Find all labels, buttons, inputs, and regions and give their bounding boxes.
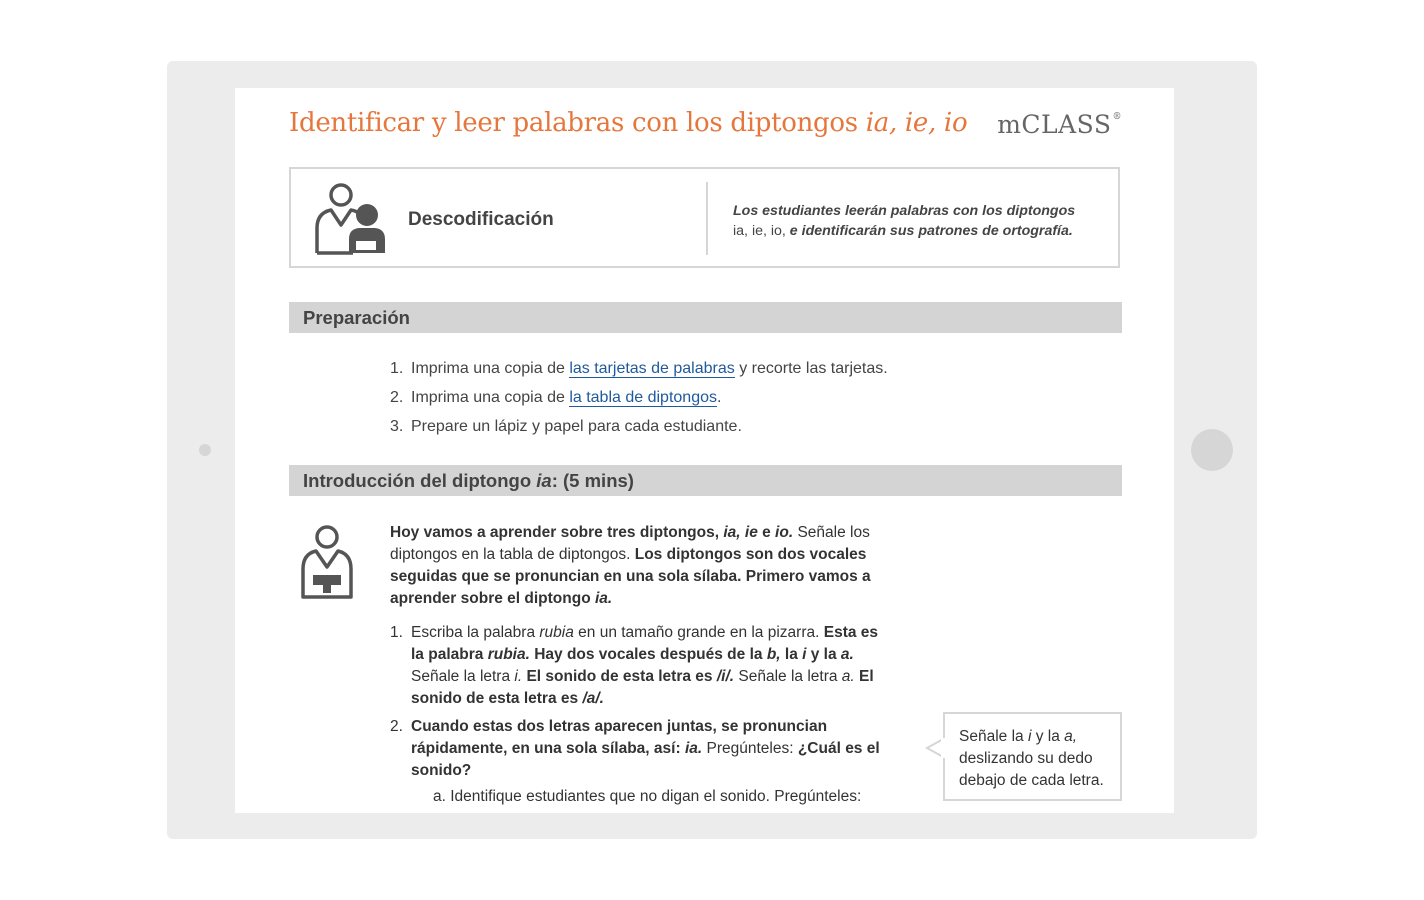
list-item: 1. Escriba la palabra rubia en un tamaño grande en la pizarra. Esta es la palabra rubia. Hay dos vocales después de la b, la i y la a. Señale la letra i. El sonido de esta letra es /i/. Señale la letra a. El sonido de esta letra es /a/.: [390, 624, 879, 707]
tablet-frame: [167, 61, 1257, 839]
intro-paragraph: Hoy vamos a aprender sobre tres diptongos, ia, ie e io. Señale los diptongos en la tabla de diptongos. Los diptongos son dos vocales seguidas que se pronuncian en una sola sílaba. Primero vamos a aprender sobre el diptongo ia.: [390, 524, 871, 607]
list-item: 2. Cuando estas dos letras aparecen juntas, se pronuncian rápidamente, en una sola sílaba, así: ia. Pregúnteles: ¿Cuál es el sonido?: [390, 718, 880, 779]
section-header-introduction: Introducción del diptongo ia: (5 mins): [289, 465, 1122, 496]
substep-a: a. Identifique estudiantes que no digan el sonido. Pregúnteles:: [433, 788, 862, 805]
teacher-tip-callout: Señale la i y la a, deslizando su dedo debajo de cada letra.: [943, 712, 1122, 801]
category-label: Descodificación: [408, 209, 554, 230]
lesson-screen: [235, 88, 1174, 813]
teacher-icon: [299, 523, 355, 599]
list-item: 3. Prepare un lápiz y papel para cada estudiante.: [390, 418, 742, 435]
list-item: 2. Imprima una copia de la tabla de diptongos.: [390, 389, 722, 406]
lesson-title: Identificar y leer palabras con los diptongos ia, ie, io: [289, 108, 968, 138]
home-button[interactable]: [1191, 429, 1233, 471]
lesson-summary-box: [289, 167, 1120, 268]
mclass-logo: mCLASS®: [997, 110, 1122, 139]
introduction-steps: [390, 622, 888, 788]
section-header-preparation: Preparación: [289, 302, 1122, 333]
callout-joint: [941, 738, 947, 758]
lesson-objective: Los estudiantes leerán palabras con los diptongos ia, ie, io, e identificarán sus patrones de ortografía.: [733, 203, 1076, 239]
list-item: 1. Imprima una copia de las tarjetas de palabras y recorte las tarjetas.: [390, 360, 888, 377]
teacher-student-icon: [311, 183, 389, 255]
diphthong-chart-link[interactable]: la tabla de diptongos: [569, 389, 717, 406]
summary-divider: [706, 182, 708, 255]
preparation-list: [390, 358, 888, 445]
front-camera: [199, 444, 211, 456]
word-cards-link[interactable]: las tarjetas de palabras: [569, 360, 735, 377]
